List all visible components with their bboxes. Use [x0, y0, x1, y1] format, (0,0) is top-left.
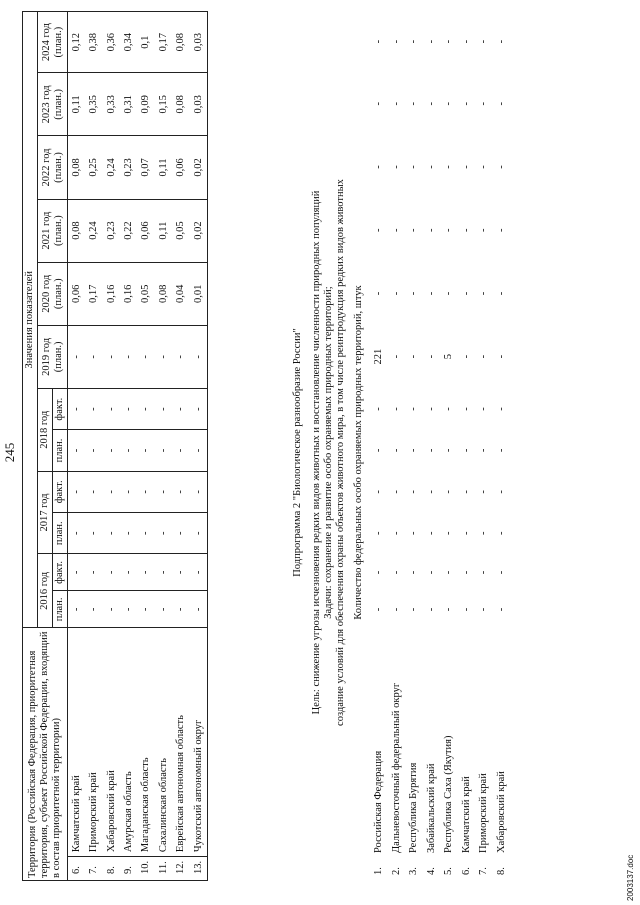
value-cell: 0,16: [103, 262, 120, 325]
value-cell: -: [478, 228, 489, 232]
value-cell: -: [478, 448, 489, 453]
value-cell: -: [373, 228, 384, 232]
value-cell: -: [425, 354, 437, 359]
page-number: 245: [2, 442, 17, 463]
value-cell: 0,04: [173, 262, 190, 325]
value-cell: -: [390, 490, 402, 494]
value-cell: -: [190, 513, 208, 554]
value-cell: -: [460, 165, 472, 169]
value-cell: -: [390, 354, 402, 359]
fact-header: факт.: [53, 388, 68, 429]
value-cell: -: [425, 291, 437, 296]
plan-header: план.: [53, 430, 68, 471]
value-cell: -: [460, 102, 472, 106]
goal-text: Цель: снижение угрозы исчезновения редких видов животных и восстановление численности природных популяций: [311, 190, 322, 715]
value-cell: -: [443, 102, 454, 106]
value-cell: -: [103, 591, 120, 628]
value-cell: -: [86, 554, 103, 591]
value-cell: -: [390, 531, 402, 535]
value-cell: -: [190, 430, 208, 471]
value-cell: -: [190, 388, 208, 429]
value-cell: -: [408, 448, 419, 453]
territory-name: Приморский край: [478, 773, 489, 854]
row-number: 13.: [190, 857, 208, 881]
value-cell: -: [68, 591, 86, 628]
value-cell: -: [103, 513, 120, 554]
value-cell: -: [138, 388, 155, 429]
value-cell: -: [68, 325, 86, 388]
value-cell: 0,08: [68, 136, 86, 199]
value-cell: 0,08: [68, 199, 86, 262]
value-cell: -: [390, 407, 402, 411]
value-cell: -: [373, 102, 384, 106]
row-number: 9.: [120, 857, 137, 881]
value-cell: -: [495, 531, 507, 535]
table-row: [443, 11, 461, 881]
value-cell: -: [155, 430, 172, 471]
value-cell: -: [390, 39, 402, 44]
value-cell: -: [443, 448, 454, 453]
value-cell: -: [443, 607, 454, 612]
value-cell: 0,23: [103, 199, 120, 262]
value-cell: -: [138, 471, 155, 512]
value-cell: -: [103, 554, 120, 591]
protected-areas-table: [373, 11, 513, 881]
value-cell: -: [495, 102, 507, 106]
indicators-table: [22, 11, 208, 881]
value-cell: -: [190, 554, 208, 591]
value-cell: -: [443, 39, 454, 44]
fact-header: факт.: [53, 471, 68, 512]
value-cell: -: [103, 430, 120, 471]
value-cell: -: [173, 554, 190, 591]
value-cell: 0,05: [138, 262, 155, 325]
value-cell: 221: [373, 348, 384, 365]
value-cell: -: [155, 554, 172, 591]
value-cell: -: [155, 513, 172, 554]
value-cell: -: [155, 591, 172, 628]
value-cell: -: [138, 591, 155, 628]
value-cell: 0,09: [138, 73, 155, 136]
value-cell: -: [443, 490, 454, 494]
value-cell: -: [86, 325, 103, 388]
table-row: [426, 11, 444, 881]
subprogram-title: Подпрограмма 2 "Биологическое разнообразие России": [292, 328, 303, 577]
value-cell: -: [408, 102, 419, 106]
value-cell: -: [478, 607, 489, 612]
value-cell: -: [443, 407, 454, 411]
value-cell: -: [408, 291, 419, 296]
year-2022-header: 2022 год (план.): [38, 136, 68, 199]
value-cell: -: [460, 291, 472, 296]
value-cell: -: [495, 39, 507, 44]
table-row: [120, 12, 137, 881]
row-number: 8.: [495, 867, 507, 875]
tasks-text: Задачи: сохранение и развитие особо охраняемых природных территорий;: [323, 286, 334, 619]
value-cell: -: [86, 430, 103, 471]
year-2019-header: 2019 год (план.): [38, 325, 68, 388]
value-cell: -: [190, 591, 208, 628]
value-cell: 0,15: [155, 73, 172, 136]
row-number: 3.: [408, 867, 419, 875]
value-cell: 0,12: [68, 12, 86, 73]
value-cell: -: [103, 325, 120, 388]
value-cell: 0,01: [190, 262, 208, 325]
territory-header: Территория (Российская Федерация, приоритетная территория, субъект Российской Федерации, входящий в состав приоритетной территории): [23, 628, 68, 881]
value-cell: -: [460, 490, 472, 494]
value-cell: -: [478, 407, 489, 411]
value-cell: 0,06: [173, 136, 190, 199]
plan-header: план.: [53, 591, 68, 628]
value-cell: -: [460, 570, 472, 575]
value-cell: -: [460, 228, 472, 232]
value-cell: -: [408, 607, 419, 612]
value-cell: -: [138, 430, 155, 471]
value-cell: -: [425, 102, 437, 106]
value-cell: -: [390, 448, 402, 453]
value-cell: -: [390, 228, 402, 232]
value-cell: -: [103, 388, 120, 429]
value-cell: -: [390, 570, 402, 575]
indicators-header: Значения показателей: [23, 12, 38, 628]
value-cell: -: [478, 165, 489, 169]
value-cell: -: [408, 407, 419, 411]
value-cell: -: [408, 228, 419, 232]
value-cell: -: [390, 102, 402, 106]
territory-name: Дальневосточный федеральный округ: [390, 682, 402, 854]
value-cell: 0,11: [155, 199, 172, 262]
value-cell: -: [460, 448, 472, 453]
value-cell: -: [495, 354, 507, 359]
row-number: 2.: [390, 867, 402, 875]
row-number: 1.: [373, 867, 384, 875]
value-cell: 0,06: [138, 199, 155, 262]
value-cell: -: [478, 490, 489, 494]
value-cell: -: [103, 471, 120, 512]
tasks-text-continued: создание условий для обеспечения охраны объектов животного мира, в том числе реинтродукция редких видов животных: [335, 179, 346, 726]
value-cell: 0,17: [86, 262, 103, 325]
value-cell: 0,16: [120, 262, 137, 325]
table-row: [155, 12, 172, 881]
value-cell: -: [390, 165, 402, 169]
value-cell: -: [120, 325, 137, 388]
table-row: [461, 11, 479, 881]
value-cell: -: [478, 291, 489, 296]
territory-name: Еврейская автономная область: [173, 628, 190, 857]
value-cell: -: [495, 607, 507, 612]
value-cell: -: [443, 291, 454, 296]
value-cell: 0,11: [155, 136, 172, 199]
value-cell: 0,17: [155, 12, 172, 73]
value-cell: 0,36: [103, 12, 120, 73]
value-cell: -: [425, 607, 437, 612]
value-cell: -: [425, 39, 437, 44]
territory-name: Республика Саха (Якутия): [443, 735, 454, 854]
territory-name: Сахалинская область: [155, 628, 172, 857]
value-cell: -: [443, 165, 454, 169]
value-cell: 0,07: [138, 136, 155, 199]
year-2020-header: 2020 год (план.): [38, 262, 68, 325]
territory-name: Чукотский автономный округ: [190, 628, 208, 857]
year-2016-header: 2016 год: [38, 554, 53, 628]
value-cell: -: [460, 354, 472, 359]
territory-name: Камчатский край: [460, 776, 472, 854]
value-cell: -: [373, 531, 384, 535]
value-cell: 0,1: [138, 12, 155, 73]
value-cell: 0,08: [155, 262, 172, 325]
value-cell: 0,23: [120, 136, 137, 199]
value-cell: -: [173, 591, 190, 628]
value-cell: 0,35: [86, 73, 103, 136]
territory-name: Забайкальский край: [425, 763, 437, 854]
value-cell: -: [155, 388, 172, 429]
table-row: [496, 11, 514, 881]
year-2021-header: 2021 год (план.): [38, 199, 68, 262]
table-row: [68, 12, 86, 881]
value-cell: 0,22: [120, 199, 137, 262]
value-cell: 0,08: [173, 12, 190, 73]
value-cell: -: [478, 531, 489, 535]
value-cell: -: [173, 388, 190, 429]
value-cell: -: [373, 407, 384, 411]
value-cell: -: [425, 407, 437, 411]
table-row: [173, 12, 190, 881]
value-cell: -: [373, 39, 384, 44]
fact-header: факт.: [53, 554, 68, 591]
value-cell: -: [425, 490, 437, 494]
indicator-title: Количество федеральных особо охраняемых природных территорий, штук: [353, 285, 364, 620]
value-cell: -: [390, 607, 402, 612]
table-row: [373, 11, 391, 881]
value-cell: 0,02: [190, 199, 208, 262]
table-row: [391, 11, 409, 881]
value-cell: -: [478, 570, 489, 575]
value-cell: -: [443, 570, 454, 575]
value-cell: -: [478, 102, 489, 106]
territory-name: Республика Бурятия: [408, 762, 419, 854]
year-2024-header: 2024 год (план.): [38, 12, 68, 73]
value-cell: -: [173, 430, 190, 471]
value-cell: -: [120, 591, 137, 628]
territory-name: Хабаровский край: [103, 628, 120, 857]
value-cell: -: [68, 388, 86, 429]
value-cell: -: [120, 513, 137, 554]
value-cell: -: [86, 388, 103, 429]
document-id: 2003137.doc: [626, 854, 635, 901]
value-cell: -: [373, 448, 384, 453]
value-cell: -: [155, 471, 172, 512]
territory-name: Приморский край: [86, 628, 103, 857]
value-cell: 0,11: [68, 73, 86, 136]
territory-name: Магаданская область: [138, 628, 155, 857]
value-cell: 5: [443, 354, 454, 360]
territory-name: Российская Федерация: [373, 750, 384, 854]
value-cell: -: [120, 471, 137, 512]
table-row: [138, 12, 155, 881]
row-number: 7.: [478, 867, 489, 875]
year-2023-header: 2023 год (план.): [38, 73, 68, 136]
plan-header: план.: [53, 513, 68, 554]
row-number: 10.: [138, 857, 155, 881]
value-cell: -: [173, 325, 190, 388]
value-cell: -: [425, 570, 437, 575]
value-cell: -: [138, 513, 155, 554]
value-cell: -: [190, 471, 208, 512]
table-row: [103, 12, 120, 881]
row-number: 6.: [68, 857, 86, 881]
value-cell: 0,31: [120, 73, 137, 136]
value-cell: 0,33: [103, 73, 120, 136]
value-cell: -: [495, 570, 507, 575]
value-cell: 0,24: [86, 199, 103, 262]
value-cell: -: [425, 448, 437, 453]
value-cell: 0,03: [190, 73, 208, 136]
value-cell: -: [408, 165, 419, 169]
value-cell: -: [495, 407, 507, 411]
value-cell: -: [138, 325, 155, 388]
row-number: 5.: [443, 867, 454, 875]
value-cell: -: [495, 165, 507, 169]
value-cell: -: [68, 554, 86, 591]
value-cell: -: [155, 325, 172, 388]
value-cell: -: [425, 165, 437, 169]
value-cell: -: [373, 607, 384, 612]
table-row: [86, 12, 103, 881]
value-cell: -: [120, 554, 137, 591]
value-cell: -: [443, 531, 454, 535]
territory-name: Камчатский край: [68, 628, 86, 857]
value-cell: 0,38: [86, 12, 103, 73]
value-cell: -: [495, 490, 507, 494]
value-cell: -: [373, 165, 384, 169]
value-cell: -: [86, 591, 103, 628]
value-cell: 0,06: [68, 262, 86, 325]
territory-name: Амурская область: [120, 628, 137, 857]
value-cell: 0,05: [173, 199, 190, 262]
value-cell: -: [425, 228, 437, 232]
value-cell: 0,02: [190, 136, 208, 199]
value-cell: 0,03: [190, 12, 208, 73]
value-cell: -: [120, 388, 137, 429]
value-cell: -: [373, 291, 384, 296]
value-cell: 0,34: [120, 12, 137, 73]
value-cell: -: [408, 490, 419, 494]
value-cell: -: [443, 228, 454, 232]
value-cell: -: [408, 354, 419, 359]
value-cell: -: [390, 291, 402, 296]
value-cell: 0,08: [173, 73, 190, 136]
value-cell: -: [138, 554, 155, 591]
row-number: 12.: [173, 857, 190, 881]
value-cell: -: [460, 607, 472, 612]
value-cell: -: [408, 39, 419, 44]
territory-name: Хабаровский край: [495, 771, 507, 854]
row-number: 7.: [86, 857, 103, 881]
row-number: 11.: [155, 857, 172, 881]
value-cell: -: [478, 39, 489, 44]
value-cell: -: [86, 513, 103, 554]
value-cell: -: [460, 39, 472, 44]
value-cell: -: [495, 448, 507, 453]
value-cell: -: [373, 570, 384, 575]
value-cell: -: [173, 471, 190, 512]
value-cell: -: [460, 531, 472, 535]
value-cell: -: [120, 430, 137, 471]
value-cell: -: [408, 531, 419, 535]
value-cell: -: [408, 570, 419, 575]
table-row: [478, 11, 496, 881]
value-cell: -: [86, 471, 103, 512]
table-row: [190, 12, 208, 881]
row-number: 4.: [425, 867, 437, 875]
value-cell: -: [425, 531, 437, 535]
value-cell: -: [190, 325, 208, 388]
row-number: 6.: [460, 867, 472, 875]
value-cell: 0,25: [86, 136, 103, 199]
value-cell: -: [68, 471, 86, 512]
value-cell: -: [373, 490, 384, 494]
value-cell: -: [478, 354, 489, 359]
value-cell: 0,24: [103, 136, 120, 199]
year-2017-header: 2017 год: [38, 471, 53, 554]
table-row: [408, 11, 426, 881]
value-cell: -: [495, 228, 507, 232]
year-2018-header: 2018 год: [38, 388, 53, 471]
value-cell: -: [495, 291, 507, 296]
row-number: 8.: [103, 857, 120, 881]
value-cell: -: [68, 430, 86, 471]
value-cell: -: [68, 513, 86, 554]
value-cell: -: [460, 407, 472, 411]
value-cell: -: [173, 513, 190, 554]
